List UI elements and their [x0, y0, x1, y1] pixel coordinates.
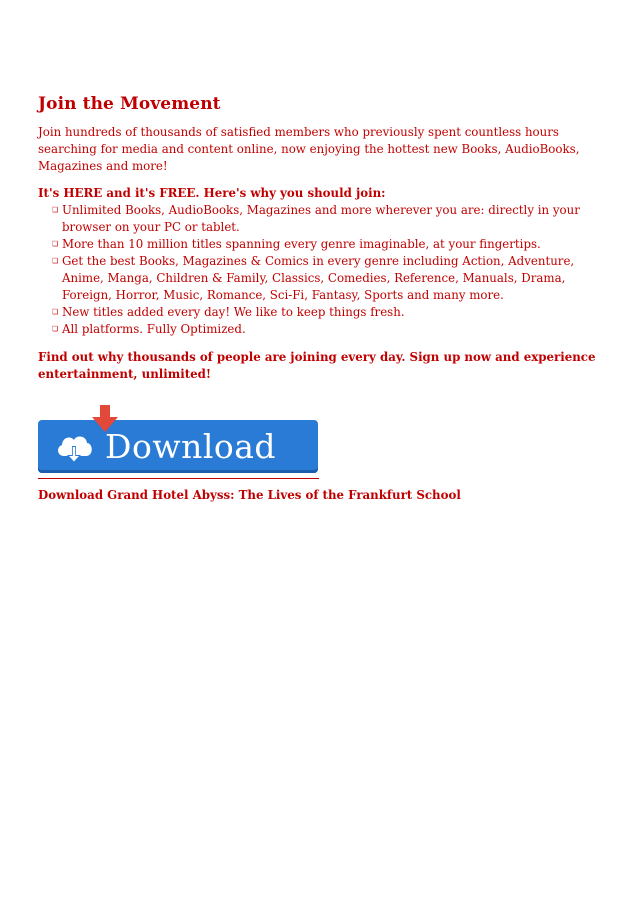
list-item: [52, 202, 603, 236]
download-title-link[interactable]: Download Grand Hotel Abyss: The Lives of the Frankfurt School: [38, 488, 461, 502]
bullet-icon: ❏: [52, 240, 59, 248]
call-to-action: Find out why thousands of people are joining every day. Sign up now and experience entertainment, unlimited!: [38, 350, 596, 381]
list-item: [52, 253, 603, 304]
document-page: [38, 94, 603, 504]
list-item-text: More than 10 million titles spanning every genre imaginable, at your fingertips.: [62, 237, 541, 251]
list-item-text: New titles added every day! We like to keep things fresh.: [62, 305, 405, 319]
red-down-arrow-icon: [91, 405, 119, 433]
list-item-text: Get the best Books, Magazines & Comics in every genre including Action, Adventure, Anime, Manga, Children & Family, Classics, Comedies, Reference, Manuals, Drama, Foreign, Horror, Music, Romance, Sci-Fi, Fantasy, Sports and many more.: [62, 254, 575, 302]
divider: [38, 478, 319, 479]
list-item: [52, 236, 603, 253]
bullet-icon: ❏: [52, 206, 59, 214]
intro-paragraph: Join hundreds of thousands of satisfied members who previously spent countless hours searching for media and content online, now enjoying the hottest new Books, AudioBooks, Magazines and more!: [38, 125, 580, 173]
list-item: [52, 304, 603, 321]
bullet-icon: ❏: [52, 308, 59, 316]
download-button-label: Download: [105, 427, 277, 466]
page-title: Join the Movement: [38, 94, 221, 114]
list-item: [52, 321, 603, 338]
download-button[interactable]: [38, 420, 318, 473]
benefits-list: [38, 202, 603, 338]
list-item-text: All platforms. Fully Optimized.: [62, 322, 246, 336]
bullet-icon: ❏: [52, 257, 59, 265]
bullet-icon: ❏: [52, 325, 59, 333]
list-item-text: Unlimited Books, AudioBooks, Magazines and more wherever you are: directly in your browser on your PC or tablet.: [62, 203, 580, 234]
cloud-download-icon: [53, 426, 95, 468]
benefits-lead: It's HERE and it's FREE. Here's why you should join:: [38, 186, 386, 200]
download-button-group: [38, 405, 319, 475]
